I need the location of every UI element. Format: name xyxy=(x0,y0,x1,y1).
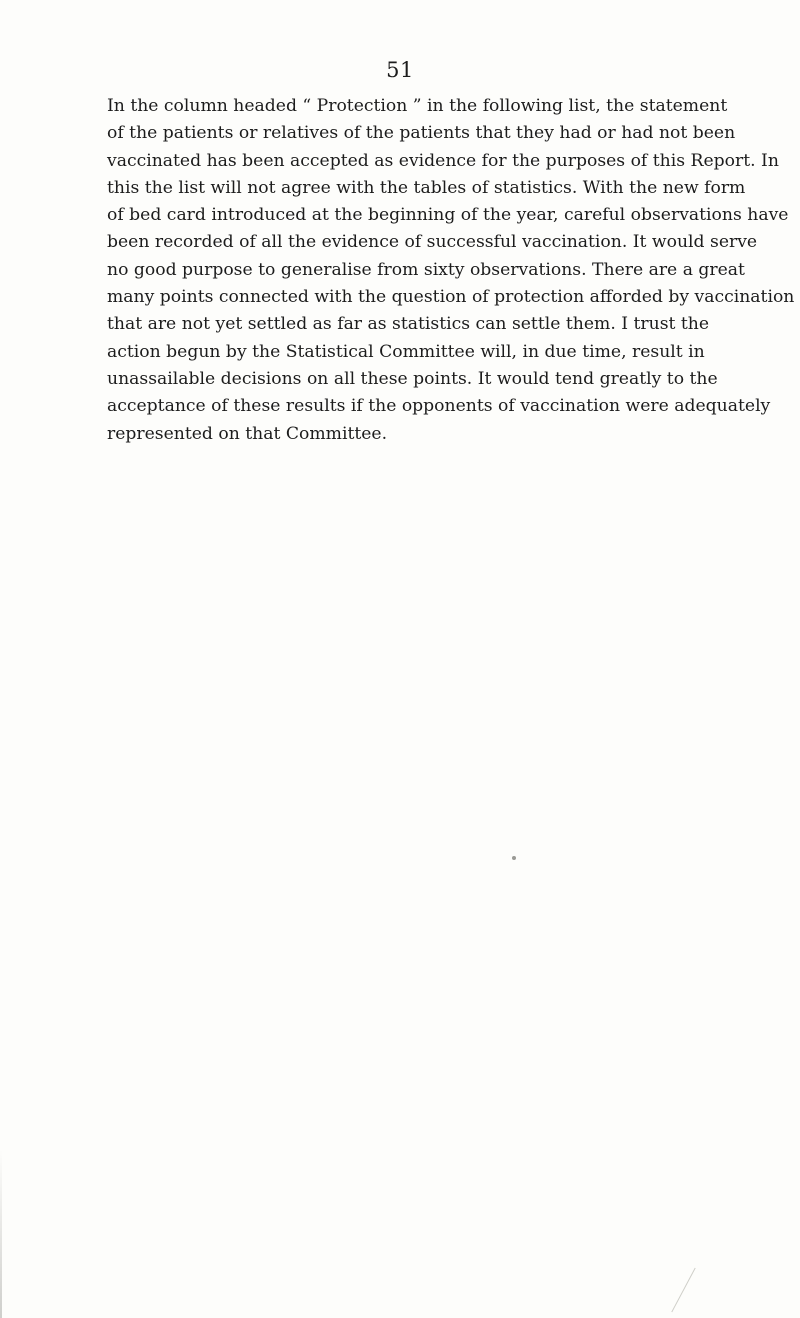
page-number: 51 xyxy=(386,58,414,82)
page-edge-shadow xyxy=(0,1150,2,1318)
paragraph-line: vaccinated has been accepted as evidence for the purposes of this Report. In xyxy=(107,150,779,171)
paragraph-line: that are not yet settled as far as statistics can settle them. I trust the xyxy=(107,314,710,335)
paragraph-line: In the column headed “ Protection ” in the following list, the statement xyxy=(107,96,728,116)
paper-crease-mark xyxy=(671,1268,695,1313)
paragraph-line: this the list will not agree with the tables of statistics. With the new form xyxy=(107,177,746,198)
paragraph-line: action begun by the Statistical Committee will, in due time, result in xyxy=(107,341,705,362)
paragraph-line: represented on that Committee. xyxy=(107,423,388,444)
paragraph-line: been recorded of all the evidence of successful vaccination. It would serve xyxy=(107,232,758,253)
paragraph-line: of bed card introduced at the beginning of the year, careful observations have xyxy=(107,205,789,226)
body-paragraph xyxy=(107,93,795,448)
paragraph-line: acceptance of these results if the opponents of vaccination were adequately xyxy=(107,396,771,417)
paragraph-line: no good purpose to generalise from sixty observations. There are a great xyxy=(107,259,745,280)
ink-speck xyxy=(512,856,516,860)
paragraph-line: of the patients or relatives of the patients that they had or had not been xyxy=(107,123,736,144)
paragraph-line: unassailable decisions on all these points. It would tend greatly to the xyxy=(107,368,718,389)
paragraph-line: many points connected with the question of protection afforded by vaccination xyxy=(107,287,795,308)
